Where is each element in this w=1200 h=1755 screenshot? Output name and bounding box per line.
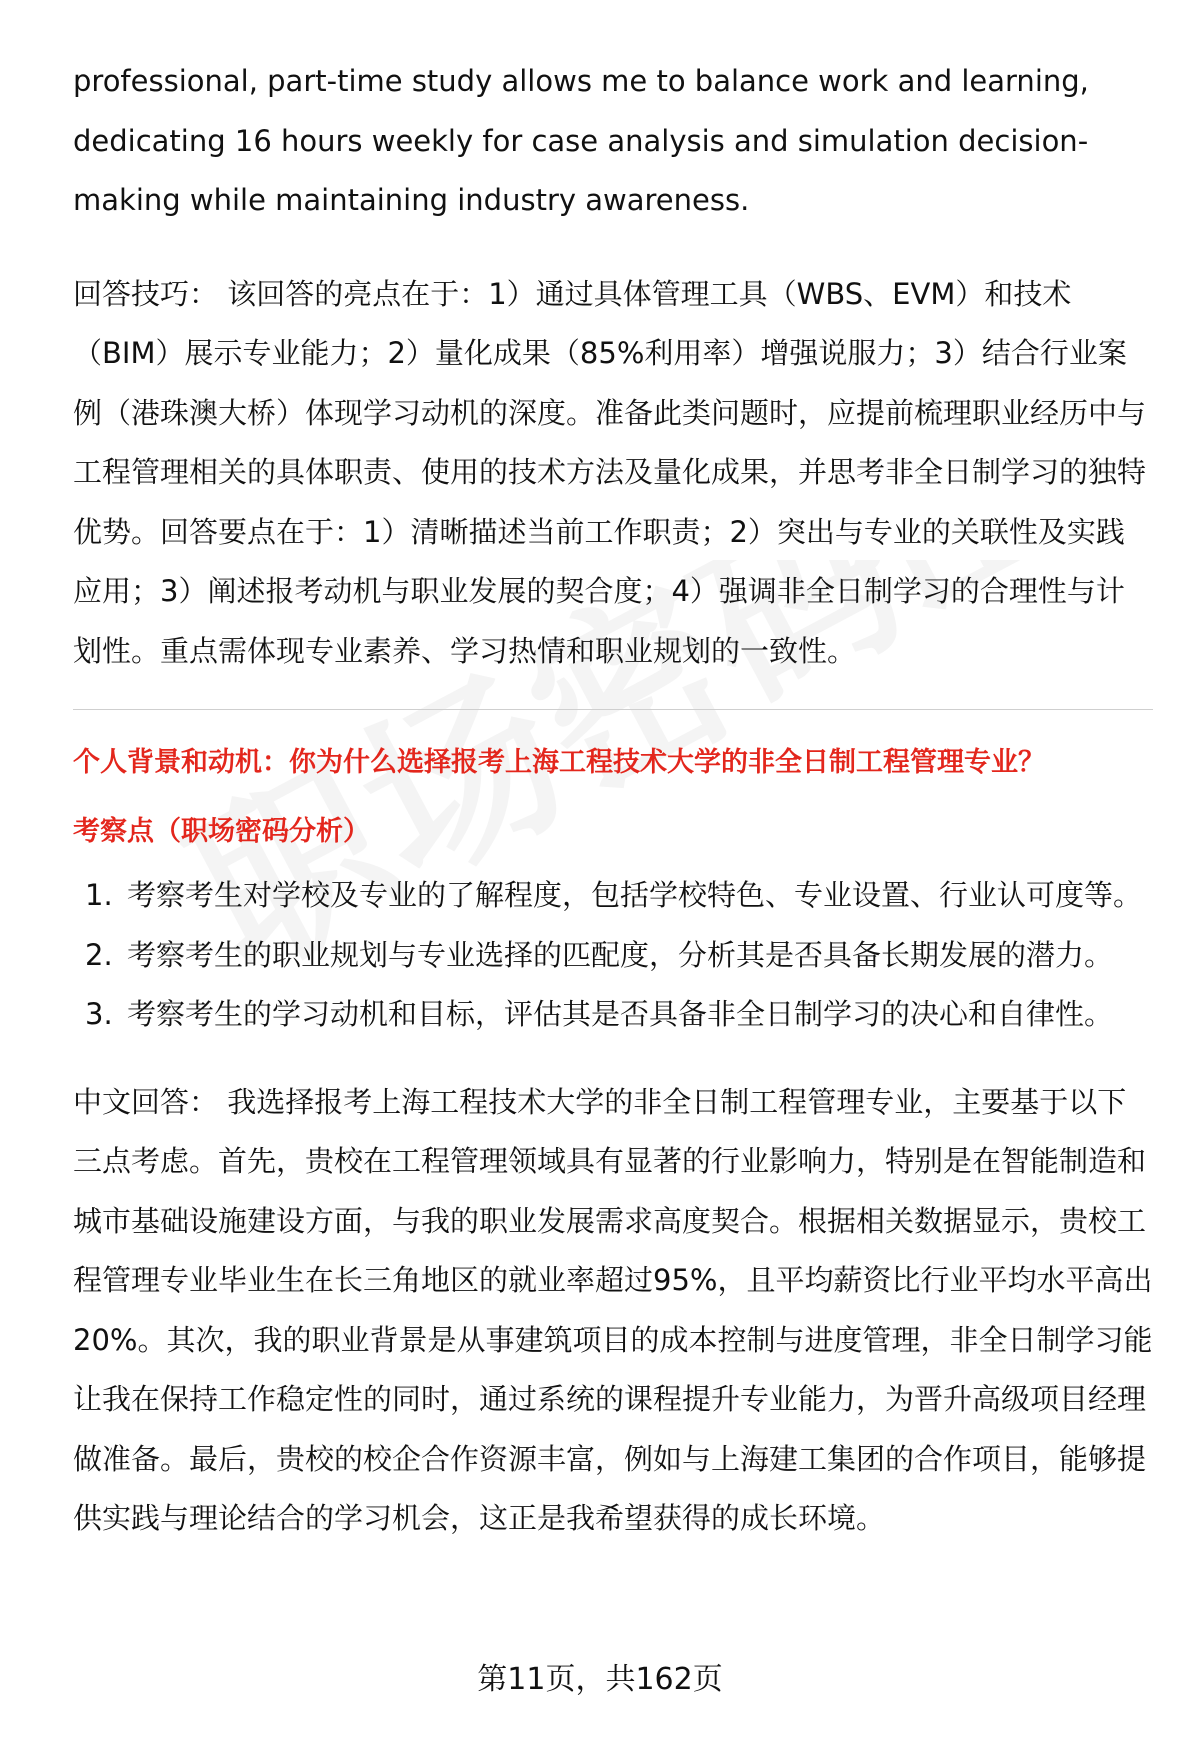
tips-paragraph xyxy=(73,265,1153,682)
spacer xyxy=(73,1045,1153,1073)
list-number: 3. xyxy=(85,997,113,1031)
list-item xyxy=(73,985,1153,1045)
spacer xyxy=(73,231,1153,265)
answer-label: 中文回答： xyxy=(73,1084,219,1119)
section-divider xyxy=(73,709,1153,710)
list-number: 2. xyxy=(85,937,113,972)
question-title: 个人背景和动机：你为什么选择报考上海工程技术大学的非全日制工程管理专业？ xyxy=(73,747,1045,778)
list-text: 考察考生对学校及专业的了解程度，包括学校特色、专业设置、行业认可度等。 xyxy=(127,878,1143,912)
tips-text: 该回答的亮点在于：1）通过具体管理工具（WBS、EVM）和技术（BIM）展示专业能力；2）量化成果（85%利用率）增强说服力；3）结合行业案例（港珠澳大桥）体现学习动机的深度。准备此类问题时，应提前梳理职业经历中与工程管理相关的具体职责、使用的技术方法及量化成果，并思考非全日制学习的独特优势。回答要点在于：1）清晰描述当前工作职责；2）突出与专业的关联性及实践应用；3）阐述报考动机与职业发展的契合度；4）强调非全日制学习的合理性与计划性。重点需体现专业素养、学习热情和职业规划的一致性。 xyxy=(73,276,1147,668)
answer-paragraph xyxy=(73,1073,1153,1549)
answer-text: 我选择报考上海工程技术大学的非全日制工程管理专业，主要基于以下三点考虑。首先，贵校在工程管理领域具有显著的行业影响力，特别是在智能制造和城市基础设施建设方面，与我的职业发展需求高度契合。根据相关数据显示，贵校工程管理专业毕业生在长三角地区的就业率超过95%，且平均薪资比行业平均水平高出20%。其次，我的职业背景是从事建筑项目的成本控制与进度管理，非全日制学习能让我在保持工作稳定性的同时，通过系统的课程提升专业能力，为晋升高级项目经理做准备。最后，贵校的校企合作资源丰富，例如与上海建工集团的合作项目，能够提供实践与理论结合的学习机会，这正是我希望获得的成长环境。 xyxy=(73,1084,1153,1535)
list-item xyxy=(73,926,1153,986)
page-content xyxy=(73,52,1153,1549)
list-item xyxy=(73,866,1153,926)
list-number: 1. xyxy=(85,878,113,912)
list-text: 考察考生的职业规划与专业选择的匹配度，分析其是否具备长期发展的潜力。 xyxy=(127,937,1114,972)
intro-paragraph-en: professional, part-time study allows me to balance work and learning, dedicating 16 hours weekly for case analysis and simulation decision-making while maintaining industry awareness. xyxy=(73,64,1089,217)
focus-heading: 考察点（职场密码分析） xyxy=(73,816,370,847)
tips-label: 回答技巧： xyxy=(73,276,219,311)
focus-points-list xyxy=(73,866,1153,1045)
list-text: 考察考生的学习动机和目标，评估其是否具备非全日制学习的决心和自律性。 xyxy=(127,997,1114,1031)
page-number: 第11页，共162页 xyxy=(477,1662,723,1697)
